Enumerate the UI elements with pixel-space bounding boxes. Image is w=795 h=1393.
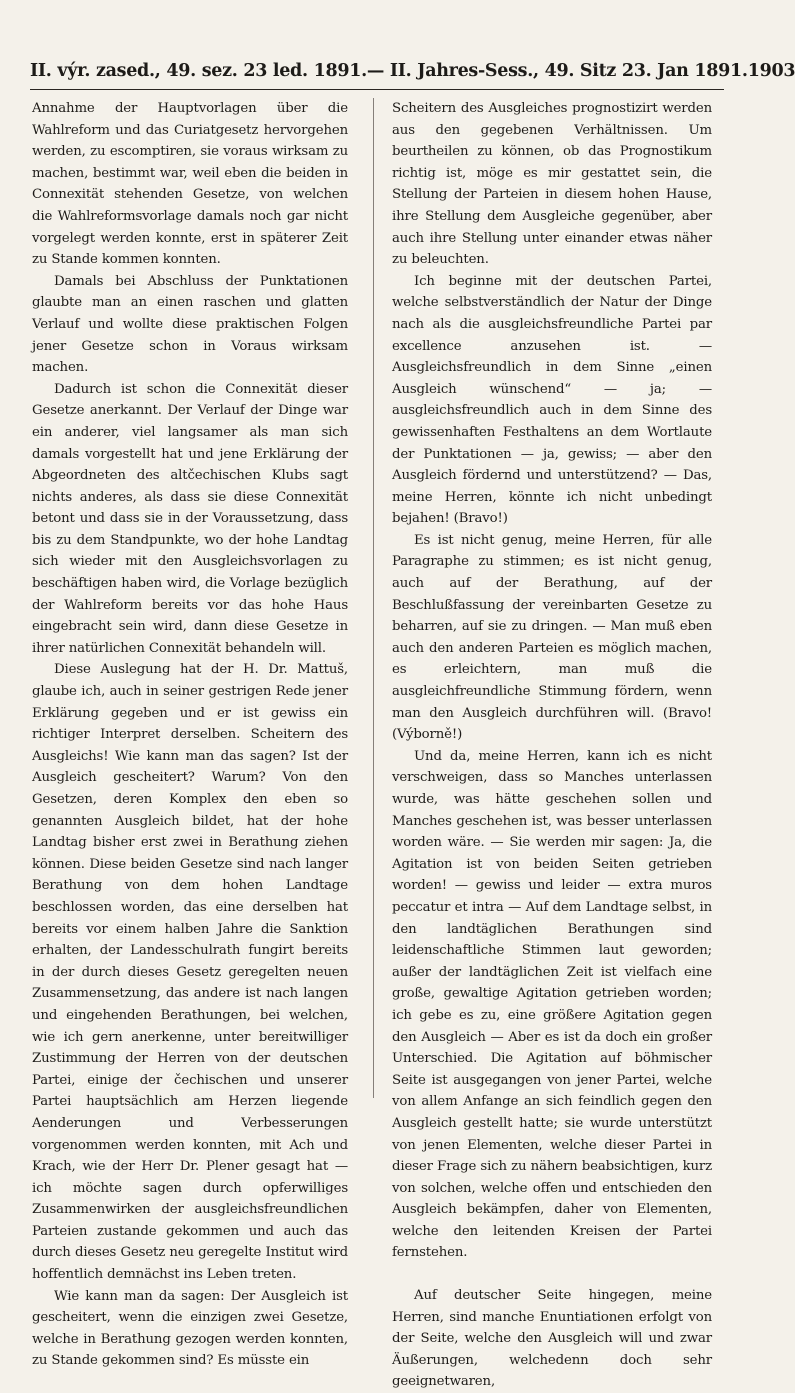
paragraph: Es ist nicht genug, meine Herren, für alle Paragraphe zu stimmen; es ist nicht genug, auch auf der Berathung, auf der Beschlußfassung der vereinbarten Gesetze zu beharren, auf sie zu dringen. — Man muß eben auch den anderen Parteien es möglich machen, es erleichtern, man muß die ausgleichfreundliche Stimmung fördern, wenn man den Ausgleich durchführen will. (Bravo! (Výborně!) (392, 532, 712, 743)
header-rule (30, 89, 724, 90)
paragraph: Diese Auslegung hat der H. Dr. Mattuš, glaube ich, auch in seiner gestrigen Rede jener Erklärung gegeben und er ist gewiss ein richtiger Interpret derselben. Scheitern des Ausgleichs! Wie kann man das sagen? Ist der Ausgleich gescheitert? Warum? Von den Gesetzen, deren Komplex den eben so genannten Ausgleich bildet, hat der hohe Landtag bisher erst zwei in Berathung ziehen können. Diese beiden Gesetze sind nach langer Berathung von dem hohen Landtage beschlossen worden, das eine derselben hat bereits vor einem halben Jahre die Sanktion erhalten, der Landesschulrath fungirt bereits in der durch dieses Gesetz geregelten neuen Zusammensetzung, das andere ist nach langen und eingehenden Berathungen, bei welchen, wie ich gern anerkenne, unter bereitwilliger Zustimmung der Herren von der deutschen Partei, einige der čechischen und unserer Partei hauptsächlich am Herzen liegende Aenderungen und Verbesserungen vorgenommen werden konnten, mit Ach und Krach, wie der Herr Dr. Plener gesagt hat — ich möchte sagen durch opferwilliges Zusammenwirken der ausgleichsfreundlichen Parteien zustande gekommen und auch das durch dieses Gesetz neu geregelte Institut wird hoffentlich demnächst ins Leben treten. (32, 662, 348, 1283)
right-column (392, 98, 712, 1390)
column-divider (373, 98, 374, 1098)
header-czech: II. výr. zased., 49. sez. 23 led. 1891. (30, 61, 367, 81)
page-number: 1903 (747, 61, 795, 81)
paragraph: Dadurch ist schon die Connexität dieser Gesetze anerkannt. Der Verlauf der Dinge war ein anderer, viel langsamer als man sich damals vorgestellt hat und jene Erklärung der Abgeordneten des altčechischen Klubs sagt nichts anderes, als dass sie diese Connexität betont und dass sie in der Voraussetzung, dass bis zu dem Standpunkte, wo der hohe Landtag sich wieder mit den Ausgleichsvorlagen zu beschäftigen haben wird, die Vorlage bezüglich der Wahlreform bereits vor das hohe Haus eingebracht sein wird, dann diese Gesetze in ihrer natürlichen Connexität behandeln will. (32, 381, 348, 656)
paragraph: Wie kann man da sagen: Der Ausgleich ist gescheitert, wenn die einzigen zwei Gesetze, welche in Berathung gezogen werden konnten, zu Stande gekommen sind? Es müsste ein (32, 1288, 348, 1369)
left-column (32, 98, 348, 1369)
header-german: — II. Jahres-Sess., 49. Sitz 23. Jan 1891. (366, 61, 748, 81)
running-header (30, 56, 795, 86)
paragraph: Auf deutscher Seite hingegen, meine Herren, sind manche Enuntiationen erfolgt von der Seite, welche den Ausgleich will und zwar Äußerungen, welchedenn doch sehr geeignetwaren, (392, 1288, 712, 1390)
paragraph: Damals bei Abschluss der Punktationen glaubte man an einen raschen und glatten Verlauf und wollte diese praktischen Folgen jener Gesetze schon in Voraus wirksam machen. (32, 273, 348, 376)
paragraph: Scheitern des Ausgleiches prognostizirt werden aus den gegebenen Verhältnissen. Um beurtheilen zu können, ob das Prognostikum richtig ist, möge es mir gestattet sein, die Stellung der Parteien in diesem hohen Hause, ihre Stellung dem Ausgleiche gegenüber, aber auch ihre Stellung unter einander etwas näher zu beleuchten. (392, 101, 712, 268)
paragraph: Ich beginne mit der deutschen Partei, welche selbstverständlich der Natur der Dinge nach als die ausgleichsfreundliche Partei par excellence anzusehen ist. — Ausgleichsfreundlich in dem Sinne „einen Ausgleich wünschend“ — ja; — ausgleichsfreundlich auch in dem Sinne des gewissenhaften Festhaltens an dem Wortlaute der Punktationen — ja, gewiss; — aber den Ausgleich fördernd und unterstützend? — Das, meine Herren, könnte ich nicht unbedingt bejahen! (Bravo!) (392, 273, 712, 527)
paragraph: Annahme der Hauptvorlagen über die Wahlreform und das Curiatgesetz hervorgehen werden, zu escomptiren, sie voraus wirksam zu machen, bestimmt war, weil eben die beiden in Connexität stehenden Gesetze, von welchen die Wahlreformsvorlage damals noch gar nicht vorgelegt werden konnte, erst in späterer Zeit zu Stande kommen konnten. (32, 101, 348, 268)
paragraph: Und da, meine Herren, kann ich es nicht verschweigen, dass so Manches unterlassen wurde, was hätte geschehen sollen und Manches geschehen ist, was besser unterlassen worden wäre. — Sie werden mir sagen: Ja, die Agitation ist von beiden Seiten getrieben worden! — gewiss und leider — extra muros peccatur et intra — Auf dem Landtage selbst, in den landtäglichen Berathungen sind leidenschaftliche Stimmen laut geworden; außer der landtäglichen Zeit ist vielfach eine große, gewaltige Agitation getrieben worden; ich gebe es zu, eine größere Agitation gegen den Ausgleich — Aber es ist da doch ein großer Unterschied. Die Agitation auf böhmischer Seite ist ausgegangen von jener Partei, welche von allem Anfange an sich feindlich gegen den Ausgleich gestellt hatte; sie wurde unterstützt von jenen Elementen, welche dieser Partei in dieser Frage sich zu nähern beabsichtigen, kurz von solchen, welche offen und entschieden den Ausgleich bekämpfen, daher von Elementen, welche den leitenden Kreisen der Partei fernstehen. (392, 748, 712, 1261)
